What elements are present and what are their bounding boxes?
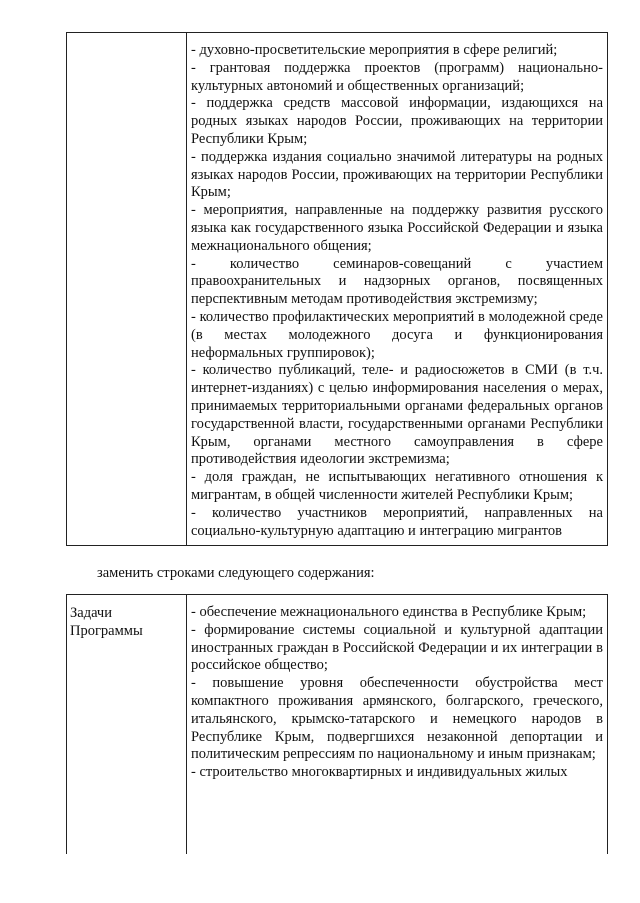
table-content-cell bbox=[187, 595, 607, 854]
replace-instruction: заменить строками следующего содержания: bbox=[97, 565, 375, 581]
list-item: - строительство многоквартирных и индивидуальных жилых bbox=[191, 764, 568, 781]
list-item: - грантовая поддержка проектов (программ) национально-культурных автономий и общественных организаций; bbox=[191, 59, 603, 94]
list-item: - обеспечение межнационального единства в Республике Крым; bbox=[191, 604, 587, 620]
table-continued bbox=[66, 32, 608, 546]
list-item: - мероприятия, направленные на поддержку развития русского языка как государственного языка Российской Федерации и языка межнационального общения; bbox=[191, 202, 603, 254]
list-item: - поддержка издания социально значимой литературы на родных языках народов России, проживающих на территории Республики Крым; bbox=[191, 148, 603, 201]
list-item: - количество участников мероприятий, направленных на социально-культурную адаптацию и интеграцию мигрантов bbox=[191, 504, 603, 539]
list-item: - поддержка средств массовой информации, издающихся на родных языках народов России, проживающих на территории Республики Крым; bbox=[191, 95, 603, 147]
list-item: - доля граждан, не испытывающих негативного отношения к мигрантам, в общей численности жителей Республики Крым; bbox=[191, 469, 603, 503]
list-item: - духовно-просветительские мероприятия в сфере религий; bbox=[191, 42, 558, 58]
list-item: - количество профилактических мероприятий в молодежной среде (в местах молодежного досуга и функционирования неформальных группировок); bbox=[191, 308, 603, 361]
table-content-cell bbox=[187, 33, 607, 545]
list-item: - повышение уровня обеспеченности обустройства мест компактного проживания армянского, болгарского, греческого, итальянского, крымско-татарского и немецкого народов в Республике Крым, подвергшихся незаконной депортации и политическим репрессиям по национальному и иным признакам; bbox=[191, 675, 603, 763]
table-tasks bbox=[66, 594, 608, 854]
list-item: - количество публикаций, теле- и радиосюжетов в СМИ (в т.ч. интернет-изданиях) с целью информирования населения о мерах, принимаемых территориальными органами федеральных органов государственной власти, государственными органами Республики Крым, органами местного самоуправления в сфере противодействия идеологии экстремизма; bbox=[191, 362, 603, 468]
list-item: - количество семинаров-совещаний с участием правоохранительных и надзорных органов, посвященных перспективным методам противодействия экстремизму; bbox=[191, 255, 603, 308]
list-item: - формирование системы социальной и культурной адаптации иностранных граждан в Российской Федерации и их интеграции в российское общество; bbox=[191, 621, 603, 674]
table-label-cell bbox=[67, 33, 187, 545]
table-label-cell: Задачи Программы bbox=[67, 595, 187, 854]
